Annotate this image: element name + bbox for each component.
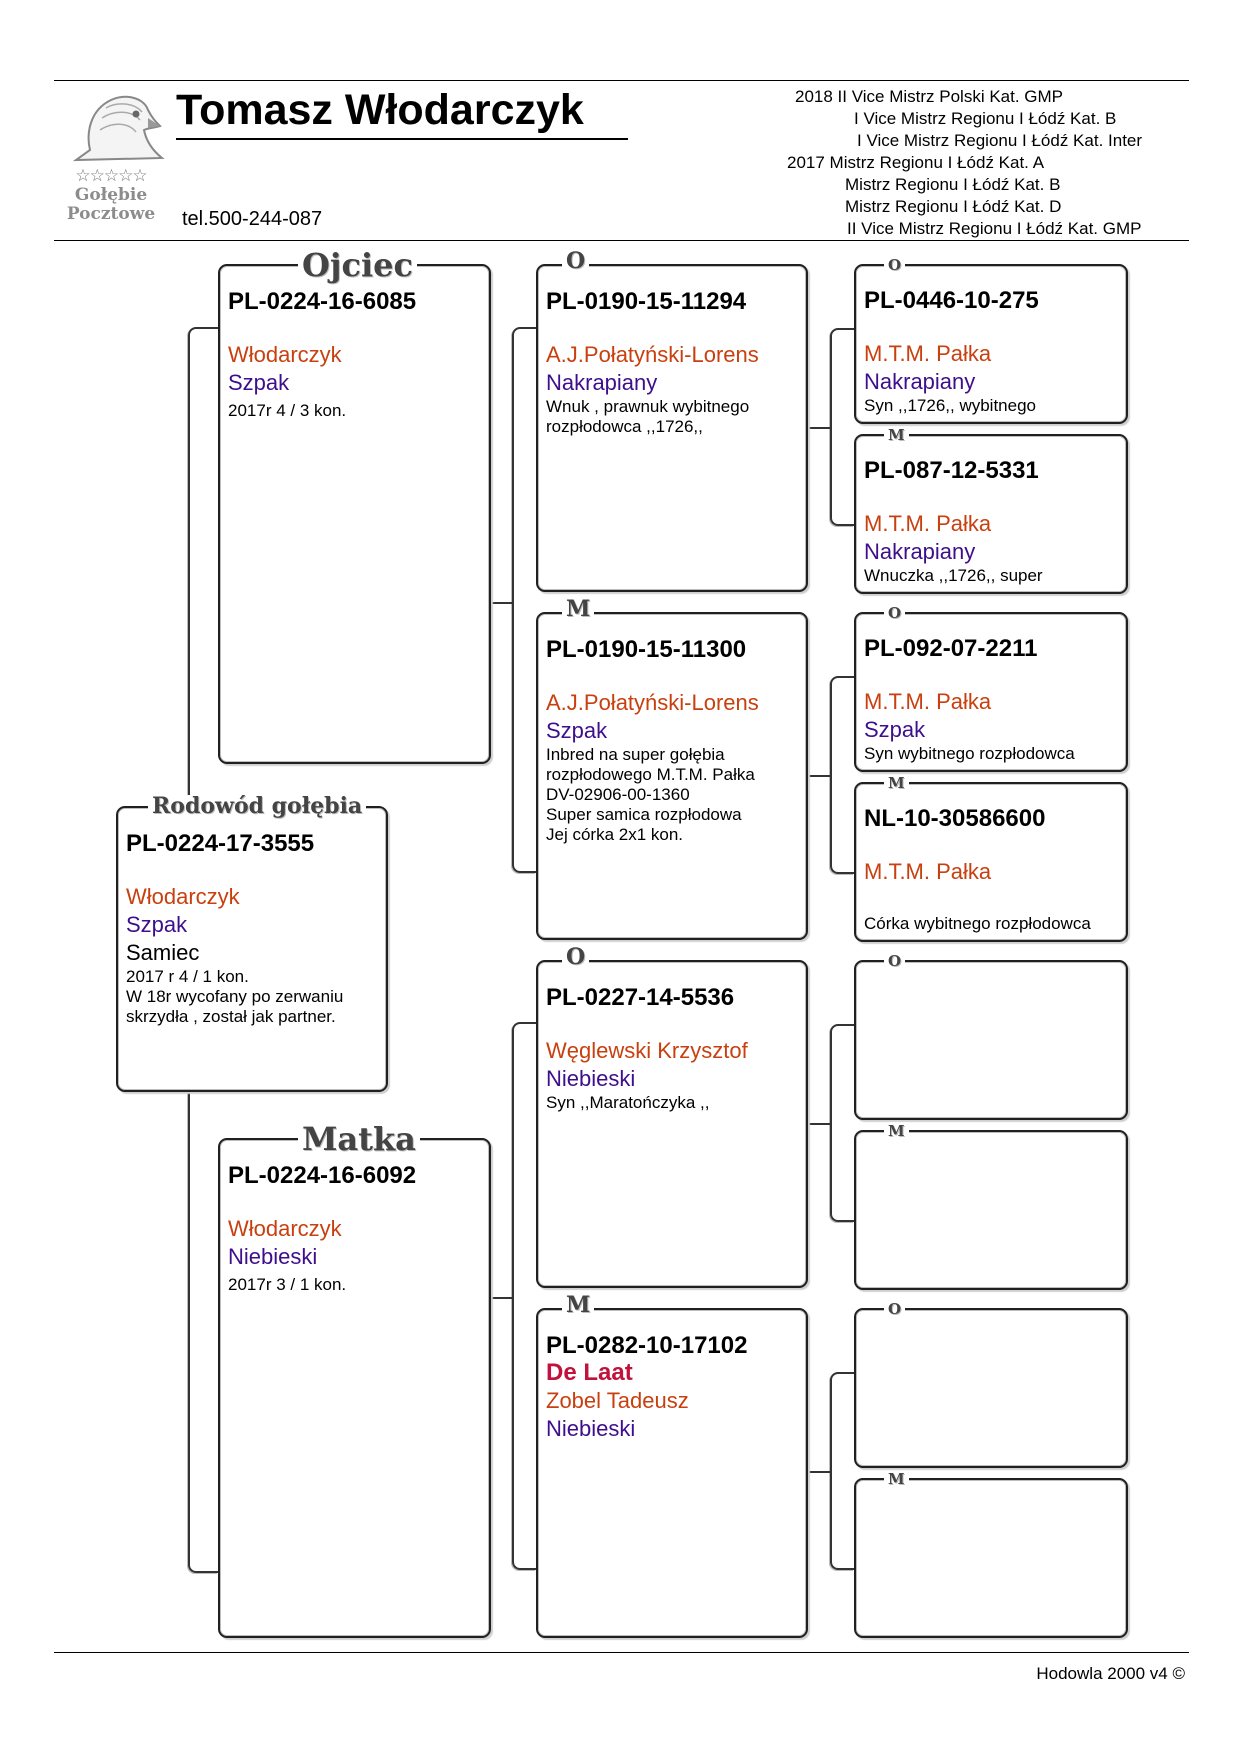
header-top-rule bbox=[54, 80, 1189, 81]
breeder: Zobel Tadeusz bbox=[546, 1388, 689, 1413]
breeder: M.T.M. Pałka bbox=[864, 511, 992, 536]
bracket-stub bbox=[491, 602, 512, 604]
achievement-line: 2017 Mistrz Regionu I Łódź Kat. A bbox=[787, 153, 1045, 172]
ring-number: NL-10-30586600 bbox=[864, 805, 1046, 832]
notes: Wnuk , prawnuk wybitnego rozpłodowca ,,1726,, bbox=[546, 397, 750, 436]
bracket-stub bbox=[491, 1297, 512, 1299]
ring-number: PL-0224-17-3555 bbox=[126, 830, 315, 857]
pigeon-head-icon bbox=[56, 88, 166, 168]
sire-label: O bbox=[884, 1302, 905, 1317]
ring-number: PL-0224-16-6092 bbox=[228, 1162, 417, 1189]
notes: Inbred na super gołębia rozpłodowego M.T.M. Pałka DV-02906-00-1360 Super samica rozpłodowa Jej córka 2x1 kon. bbox=[546, 745, 755, 844]
breeder: A.J.Połatyński-Lorens bbox=[546, 342, 759, 367]
dam-label: M bbox=[562, 598, 594, 620]
ring-number: PL-0227-14-5536 bbox=[546, 984, 735, 1011]
breeder: M.T.M. Pałka bbox=[864, 341, 992, 366]
color: Szpak bbox=[126, 912, 188, 937]
bracket-mother-parents bbox=[512, 1022, 536, 1570]
color: Nakrapiany bbox=[864, 369, 976, 394]
header-bottom-rule bbox=[54, 240, 1189, 241]
breeder: M.T.M. Pałka bbox=[864, 689, 992, 714]
sex: Samiec bbox=[126, 940, 200, 965]
color: Szpak bbox=[228, 370, 290, 395]
ring-number: PL-092-07-2211 bbox=[864, 635, 1038, 662]
pedigree-box-subject bbox=[116, 806, 388, 1092]
pigeon-name: De Laat bbox=[546, 1359, 633, 1386]
dam-label: M bbox=[884, 428, 909, 443]
pedigree-box-fmm bbox=[854, 782, 1128, 942]
sire-label: O bbox=[562, 946, 589, 968]
father-label: Ojciec bbox=[298, 249, 417, 281]
bracket-stub bbox=[808, 775, 830, 777]
ring-number: PL-0190-15-11300 bbox=[546, 636, 747, 663]
sire-label: O bbox=[562, 250, 589, 272]
notes: 2017r 4 / 3 kon. bbox=[228, 401, 347, 420]
sire-label: O bbox=[884, 258, 905, 273]
achievement-line: Mistrz Regionu I Łódź Kat. D bbox=[845, 197, 1062, 216]
sire-label: O bbox=[884, 954, 905, 969]
breeder: Włodarczyk bbox=[126, 884, 240, 909]
notes: 2017r 3 / 1 kon. bbox=[228, 1275, 347, 1294]
achievement-line: I Vice Mistrz Regionu I Łódź Kat. Inter bbox=[857, 131, 1143, 150]
achievement-line: 2018 II Vice Mistrz Polski Kat. GMP bbox=[795, 87, 1063, 106]
achievement-line: II Vice Mistrz Regionu I Łódź Kat. GMP bbox=[847, 219, 1142, 238]
logo bbox=[56, 88, 166, 228]
color: Niebieski bbox=[228, 1244, 318, 1269]
pedigree-box-ff bbox=[536, 264, 808, 592]
footer-rule bbox=[54, 1652, 1189, 1653]
bracket-stub bbox=[808, 1471, 830, 1473]
pedigree-box-fmf bbox=[854, 612, 1128, 772]
pedigree-box-father bbox=[218, 264, 491, 764]
notes: Syn ,,1726,, wybitnego bbox=[864, 396, 1037, 415]
achievement-line: I Vice Mistrz Regionu I Łódź Kat. B bbox=[854, 109, 1117, 128]
pedigree-box-mm bbox=[536, 1308, 808, 1638]
owner-phone: tel.500-244-087 bbox=[182, 208, 323, 230]
subject-label: Rodowód gołębia bbox=[148, 795, 366, 817]
ring-number: PL-0190-15-11294 bbox=[546, 288, 747, 315]
breeder: A.J.Połatyński-Lorens bbox=[546, 690, 759, 715]
breeder: Włodarczyk bbox=[228, 1216, 342, 1241]
color: Szpak bbox=[546, 718, 608, 743]
footer-credit: Hodowla 2000 v4 © bbox=[1036, 1664, 1185, 1683]
pedigree-box-mfm bbox=[854, 1130, 1128, 1290]
achievement-line: Mistrz Regionu I Łódź Kat. B bbox=[845, 175, 1061, 194]
color: Nakrapiany bbox=[864, 539, 976, 564]
bracket-stub bbox=[808, 1123, 830, 1125]
breeder: M.T.M. Pałka bbox=[864, 859, 992, 884]
bracket-mf-parents bbox=[830, 1024, 854, 1222]
bracket-stub bbox=[808, 427, 830, 429]
pedigree-box-ffm bbox=[854, 434, 1128, 594]
owner-underline bbox=[176, 138, 628, 140]
dam-label: M bbox=[884, 1124, 909, 1139]
logo-text: Gołębie Pocztowe bbox=[66, 185, 156, 224]
color: Nakrapiany bbox=[546, 370, 658, 395]
pedigree-box-fff bbox=[854, 264, 1128, 424]
stars-icon: ☆☆☆☆☆ bbox=[75, 166, 147, 186]
pedigree-box-mff bbox=[854, 960, 1128, 1120]
ring-number: PL-0446-10-275 bbox=[864, 287, 1039, 314]
pedigree-box-mmm bbox=[854, 1478, 1128, 1638]
pedigree-box-mf bbox=[536, 960, 808, 1288]
dam-label: M bbox=[884, 1472, 909, 1487]
ring-number: PL-0282-10-17102 bbox=[546, 1332, 748, 1359]
pedigree-box-fm bbox=[536, 612, 808, 940]
pedigree-box-mmf bbox=[854, 1308, 1128, 1468]
breeder: Węglewski Krzysztof bbox=[546, 1038, 748, 1063]
bracket-ff-parents bbox=[830, 328, 854, 526]
ring-number: PL-087-12-5331 bbox=[864, 457, 1039, 484]
owner-name: Tomasz Włodarczyk bbox=[176, 86, 584, 134]
breeder: Włodarczyk bbox=[228, 342, 342, 367]
notes: Wnuczka ,,1726,, super bbox=[864, 566, 1043, 585]
ring-number: PL-0224-16-6085 bbox=[228, 288, 417, 315]
bracket-father-parents bbox=[512, 327, 536, 873]
color: Niebieski bbox=[546, 1416, 636, 1441]
dam-label: M bbox=[562, 1294, 594, 1316]
color: Szpak bbox=[864, 717, 926, 742]
sire-label: O bbox=[884, 606, 905, 621]
notes: 2017 r 4 / 1 kon. W 18r wycofany po zerwaniu skrzydła , został jak partner. bbox=[126, 967, 344, 1026]
dam-label: M bbox=[884, 776, 909, 791]
notes: Córka wybitnego rozpłodowca bbox=[864, 914, 1091, 933]
bracket-fm-parents bbox=[830, 676, 854, 874]
color: Niebieski bbox=[546, 1066, 636, 1091]
notes: Syn ,,Maratończyka ,, bbox=[546, 1093, 710, 1112]
mother-label: Matka bbox=[298, 1123, 420, 1155]
bracket-mm-parents bbox=[830, 1372, 854, 1570]
pedigree-box-mother bbox=[218, 1138, 491, 1638]
notes: Syn wybitnego rozpłodowca bbox=[864, 744, 1075, 763]
